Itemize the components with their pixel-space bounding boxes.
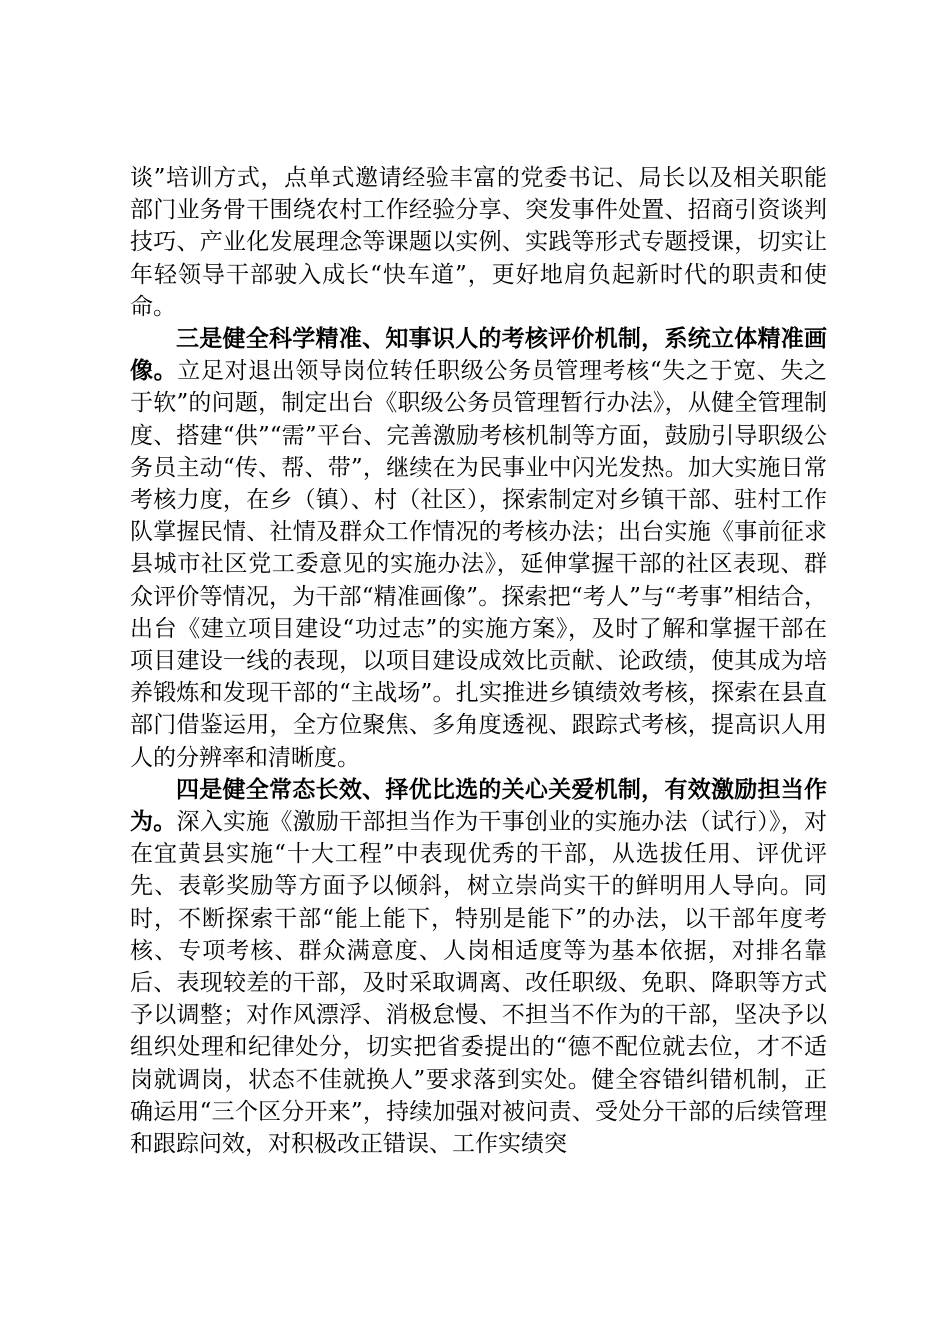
paragraph-3-text: 深入实施《激励干部担当作为干事创业的实施办法（试行）》，对在宜黄县实施“十大工程”中表现优秀的干部，从选拔任用、评优评先、表彰奖励等方面予以倾斜，树立崇尚实干的鲜明用人导向。同时，不断探索干部“能上能下，特别是能下”的办法，以干部年度考核、专项考核、群众满意度、人岗相适度等为基本依据，对排名靠后、表现较差的干部，及时采取调离、改任职级、免职、降职等方式予以调整；对作风漂浮、消极怠慢、不担当不作为的干部，坚决予以组织处理和纪律处分，切实把省委提出的“德不配位就去位，才不适岗就调岗，状态不佳就换人”要求落到实处。健全容错纠错机制，正确运用“三个区分开来”，持续加强对被问责、受处分干部的后续管理和跟踪问效，对积极改正错误、工作实绩突 xyxy=(130,809,828,1158)
document-body xyxy=(130,162,827,1160)
paragraph-2 xyxy=(130,323,827,774)
paragraph-3-lead: 四是健全常态长效、择优比选的关心关爱机制，有效激励担当作为。 xyxy=(130,775,827,836)
paragraph-2-text: 立足对退出领导岗位转任职级公务员管理考核“失之于宽、失之于软”的问题，制定出台《职级公务员管理暂行办法》，从健全管理制度、搭建“供”“需”平台、完善激励考核机制等方面，鼓励引导职级公务员主动“传、帮、带”，继续在为民事业中闪光发热。加大实施日常考核力度，在乡（镇）、村（社区），探索制定对乡镇干部、驻村工作队掌握民情、社情及群众工作情况的考核办法；出台实施《事前征求县城市社区党工委意见的实施办法》，延伸掌握干部的社区表现、群众评价等情况，为干部“精准画像”。探索把“考人”与“考事”相结合，出台《建立项目建设“功过志”的实施方案》，及时了解和掌握干部在项目建设一线的表现，以项目建设成效比贡献、论政绩，使其成为培养锻炼和发现干部的“主战场”。扎实推进乡镇绩效考核，探索在县直部门借鉴运用，全方位聚焦、多角度透视、跟踪式考核，提高识人用人的分辨率和清晰度。 xyxy=(130,358,828,771)
paragraph-1-text: 谈”培训方式，点单式邀请经验丰富的党委书记、局长以及相关职能部门业务骨干围绕农村工作经验分享、突发事件处置、招商引资谈判技巧、产业化发展理念等课题以实例、实践等形式专题授课，切实让年轻领导干部驶入成长“快车道”，更好地肩负起新时代的职责和使命。 xyxy=(130,165,827,320)
paragraph-2-lead: 三是健全科学精准、知事识人的考核评价机制，系统立体精准画像。 xyxy=(130,325,827,385)
paragraph-1 xyxy=(130,162,827,323)
paragraph-3 xyxy=(130,774,827,1160)
